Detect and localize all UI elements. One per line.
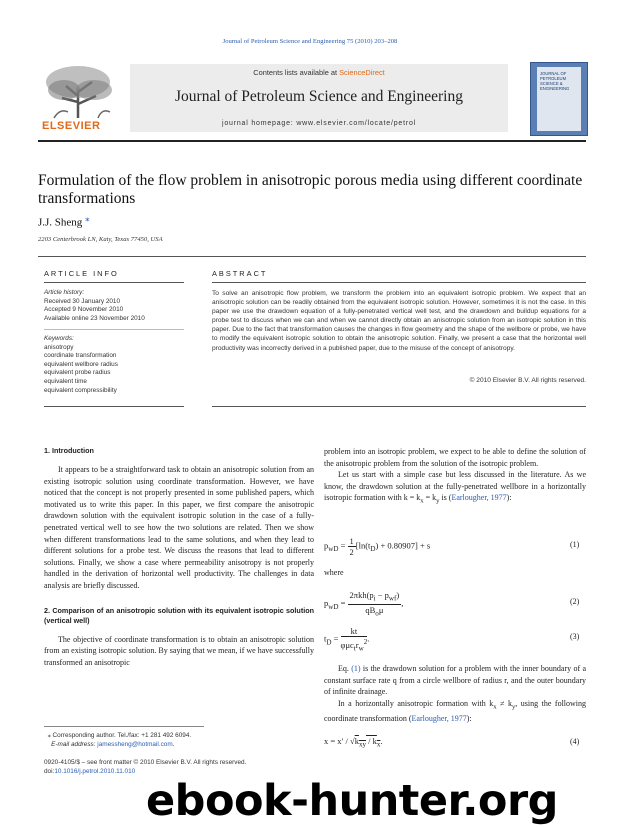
right-column — [324, 446, 586, 508]
journal-title: Journal of Petroleum Science and Engineering — [175, 88, 463, 105]
equation-1: $p_{wD}$ = $\frac{1}{2}$ $[\ln(t_D) + 0.80907] + s$ — [324, 536, 431, 557]
equation-number: (3) — [570, 632, 580, 641]
article-history — [44, 289, 194, 323]
keyword: equivalent compressibility — [44, 386, 117, 394]
footnote-mark: ⁎ — [47, 732, 51, 739]
abstract-rule — [212, 282, 586, 283]
citation-link[interactable]: Earlougher, 1977 — [451, 493, 507, 503]
journal-reference[interactable]: Journal of Petroleum Science and Engineering 75 (2010) 203–208 — [222, 38, 398, 45]
front-matter — [44, 758, 344, 776]
paragraph: It appears to be a straightforward task to obtain an anisotropic solution from an existing isotropic solution using coordinate transformation. However, we have noticed that the concept is not properly presented in some published papers, which motivated us to write this paper. In this paper, we first compare the anisotropic drawdown solution with the equivalent isotropic solution in the case of a fully-penetrated vertical well to see how the two solutions are related. Then we show when different transformations lead to the same solutions, and when they lead to different solutions for a probe test. We discuss the reasons that lead to different solutions. Finally, we show a case where permeability anisotropy is not properly handled in the derivation of horizontal well productivity. The challenges in data analysis are briefly discussed. — [44, 465, 314, 590]
equation-number: (1) — [570, 540, 580, 549]
abstract-text: To solve an anisotropic flow problem, we transform the problem into an equivalent isotropic problem. We expect that an anisotropic solution can be readily obtained from the equivalent isotropic solution. However, sometimes it is not the case. In this paper we use the drawdown equation of a fully-penetrated vertical well test, and the drawdown and buildup equations for a probe test to discuss when we can and when we cannot directly obtain an anisotropic solution from an isotropic solution in this paper. Due to the fact that transformation causes the changes in flow geometry and the shape of the wellbore or probe, we have to modify the equivalent isotropic solution to obtain the anisotropic solution. Finally, we present a case that the horizontal well productivity was incorrectly derived in a published paper, due to the misuse of the concept of anisotropy. — [212, 290, 586, 352]
article-info-heading: ARTICLE INFO — [44, 269, 119, 278]
header-rule — [38, 140, 586, 142]
doi-label: doi: — [44, 768, 55, 775]
homepage-line — [130, 120, 508, 127]
paragraph: Let us start with a simple case but less discussed in the literature. As we know, the drawdown solution at the fully-penetrated wellbore in a horizontally isotropic formation with $k = k_x = k_y$ is (Earlougher, 1977): — [324, 470, 586, 505]
equation-3: $t_D$ = $\frac{kt}{\varphi\mu c_tr_w^2}$ . — [324, 626, 370, 653]
keywords-label: Keywords: — [44, 335, 74, 342]
section-2-title: 2. Comparison of an anisotropic solution with its equivalent isotropic solution (vertical well) — [44, 605, 314, 625]
section-1-title: 1. Introduction — [44, 446, 94, 455]
left-column — [44, 446, 314, 668]
history-label: Article history: — [44, 289, 85, 296]
keyword: equivalent wellbore radius — [44, 360, 118, 368]
info-separator — [44, 329, 184, 330]
equation-ref-link[interactable]: (1) — [351, 664, 361, 673]
keyword: anisotropy — [44, 343, 74, 351]
email-label: E-mail address: — [51, 741, 98, 748]
article-title: Formulation of the flow problem in anisotropic porous media using different coordinate transformations — [38, 172, 583, 207]
tree-logo-icon — [38, 62, 122, 120]
author-name: J.J. Sheng — [38, 216, 83, 229]
where-label: where — [324, 568, 344, 577]
contents-line — [130, 68, 508, 77]
doi-link[interactable]: 10.1016/j.petrol.2010.11.010 — [54, 768, 136, 775]
info-bottom-rule — [44, 406, 184, 407]
footnote: ⁎ Corresponding author. Tel./fax: +1 281 492 6094. E-mail address: jamessheng@hotmail.com. — [47, 732, 192, 748]
keyword: equivalent probe radius — [44, 369, 111, 377]
front-matter-text: 0920-4105/$ – see front matter © 2010 Elsevier B.V. All rights reserved. — [44, 759, 247, 766]
history-item: Accepted 9 November 2010 — [44, 306, 124, 314]
paragraph: The objective of coordinate transformation is to obtain an anisotropic solution from an existing isotropic solution. By saying that we mean, if we have successfully transformed an anisotropic — [44, 634, 314, 667]
publisher-name: ELSEVIER — [42, 120, 101, 132]
email-link[interactable]: jamessheng@hotmail.com — [97, 741, 173, 748]
equation-number: (2) — [570, 597, 580, 606]
footnote-rule — [44, 726, 204, 727]
watermark: ebook-hunter.org — [146, 776, 558, 826]
right-column-continued — [324, 663, 586, 725]
history-item: Available online 23 November 2010 — [44, 314, 145, 322]
elsevier-logo — [38, 62, 122, 134]
banner-center — [130, 64, 508, 132]
keyword: coordinate transformation — [44, 352, 117, 360]
affiliation: 2203 Centerbrook LN, Katy, Texas 77450, USA — [38, 236, 163, 243]
journal-cover-image — [530, 62, 588, 136]
paragraph: problem into an isotropic problem, we expect to be able to define the solution of the anisotropic problem from the solution of the isotropic problem. — [324, 447, 586, 468]
contents-prefix: Contents lists available at — [253, 68, 340, 77]
article-info-rule — [44, 282, 184, 283]
sciencedirect-link[interactable]: ScienceDirect — [339, 68, 385, 77]
journal-banner — [38, 62, 586, 134]
copyright: © 2010 Elsevier B.V. All rights reserved. — [469, 377, 586, 384]
cover-title: JOURNAL OF PETROLEUM SCIENCE & ENGINEERING — [540, 71, 570, 91]
equation-2: $p_{wD}$ = $\frac{2\pi kh(p_i - p_{wf})}{qB_o\mu}$ , — [324, 590, 404, 618]
citation-link[interactable]: Earlougher, 1977 — [411, 713, 467, 723]
homepage-link[interactable]: www.elsevier.com/locate/petrol — [296, 120, 417, 127]
paragraph: Eq. (1) is the drawdown solution for a problem with the inner boundary of a constant surface rate q from a circle wellbore of radius r, and the outer boundary of infinite drainage. — [324, 664, 587, 697]
keyword: equivalent time — [44, 377, 87, 385]
homepage-prefix: journal homepage: — [221, 120, 297, 127]
corresponding-mark[interactable]: ⁎ — [85, 213, 90, 223]
abstract-heading: ABSTRACT — [212, 269, 268, 278]
keywords — [44, 335, 194, 395]
abstract-bottom-rule — [212, 406, 586, 407]
equation-number: (4) — [570, 737, 580, 746]
corresponding-note: Corresponding author. Tel./fax: +1 281 492 6094. — [52, 732, 192, 739]
history-item: Received 30 January 2010 — [44, 297, 121, 305]
paragraph: In a horizontally anisotropic formation with $k_x \ne k_y$, using the following coordinate transformation (Earlougher, 1977): — [324, 698, 587, 723]
equation-4: $x = x' / √k_{xy} / k_x$. — [324, 736, 383, 749]
affiliation-rule — [38, 256, 586, 257]
author-line — [38, 213, 90, 229]
